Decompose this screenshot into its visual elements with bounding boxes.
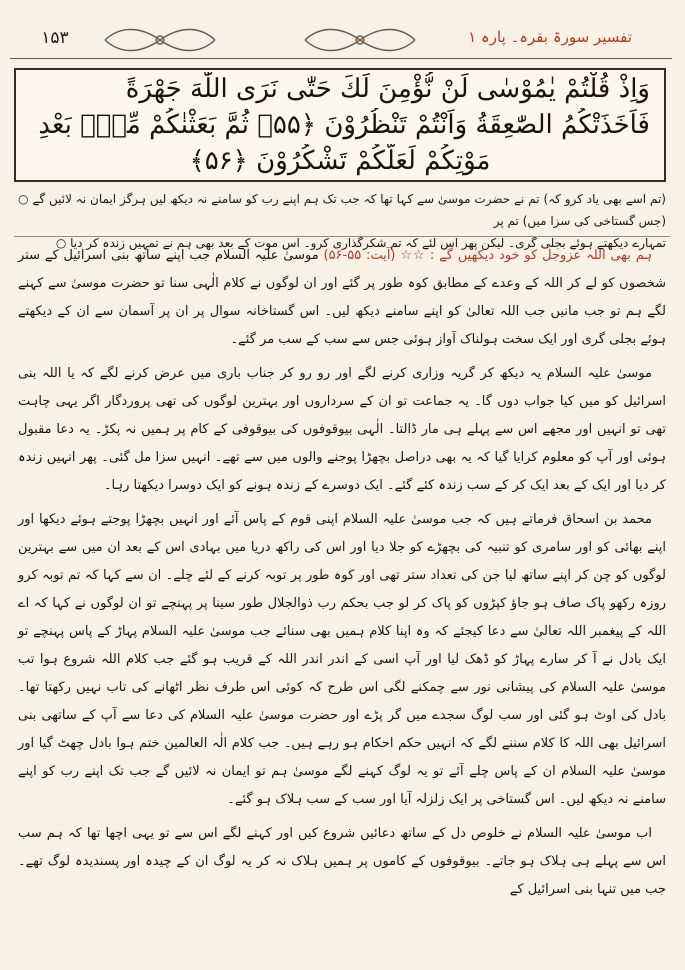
header-rule xyxy=(10,58,672,59)
commentary-body xyxy=(18,242,666,910)
verse-line-1: وَاِذْ قُلْتُمْ يٰمُوْسٰى لَنْ نُّؤْمِنَ لَكَ حَتّٰى نَرَى اللّٰهَ جَهْرَةً xyxy=(125,74,650,104)
verse-line-2: فَاَخَذَتْكُمُ الصّٰعِقَةُ وَاَنْتُمْ تَنْظُرُوْنَ ﴿۵۵﴾ ثُمَّ بَعَثْنٰكُمْ مِّنْۢ بَعْدِ xyxy=(38,110,650,140)
paragraph-2: موسیٰ علیہ السلام یہ دیکھ کر گریہ وزاری کرنے لگے اور رو رو کر جناب باری میں عرض کرنے لگے کہ یا اللہ بنی اسرائیل کو میں کیا جواب دوں گا۔ یہ جماعت تو ان کے سرداروں اور بہترین لوگوں کی تھی پروردگار اگر یہی چاہت تھی تو انہیں اور مجھے اس سے پہلے ہی مار ڈالتا۔ الٰہی بیوقوفوں کی بیوقوفی کے کام پر ہمیں نہ پکڑ۔ یہ دعا مقبول ہوئی اور آپ کو معلوم کرایا گیا کہ یہ بھی دراصل بچھڑا پوجنے والوں میں سے تھے۔ انہیں سزا مل گئی۔ پھر انہیں زندہ کر دیا اور ایک کے بعد ایک کر کے سب زندہ کئے گئے۔ ایک دوسرے کے زندہ ہونے کو ایک دوسرا دیکھتا رہا۔ xyxy=(18,366,666,493)
page-number: ۱۵۳ xyxy=(41,28,69,48)
verse-reference: ☆☆ (آیت: ۵۵-۵۶) xyxy=(323,248,426,263)
translation-line-2: تمہارے دیکھتے ہوئے بجلی گری۔ لیکن پھر اس لئے کہ تم شکرگذاری کرو۔ اس موت کے بعد بھی ہم نے تمہیں زندہ کر دیا ○ xyxy=(55,236,666,250)
section-heading: ہم بھی اللہ عزوجل کو خود دیکھیں گے : xyxy=(429,248,652,263)
paragraph-1-text: موسیٰ علیہ السلام جب اپنے ساتھ بنی اسرائیل کے ستر شخصوں کو لے کر اللہ کے وعدے کے مطابق کوہ طور پر گئے اور ان لوگوں نے کلام الٰہی سنا تو حضرت موسیٰ سے کہنے لگے ہم تو جب مانیں جب اللہ تعالیٰ کو اپنے سامنے دیکھ لیں۔ اس گستاخانہ سوال پر ان پر آسمان سے ان کے دیکھتے ہوئے بجلی گری اور ایک سخت ہولناک آواز ہوئی جس سے سب کے سب مر گئے۔ xyxy=(18,248,666,347)
ornament-right-icon xyxy=(300,24,420,56)
page-header xyxy=(10,22,672,64)
paragraph-4: اب موسیٰ علیہ السلام نے خلوص دل کے ساتھ دعائیں شروع کیں اور کہنے لگے اس سے تو یہی اچھا تھا کہ ہم سب اس سے پہلے ہی ہلاک ہو جاتے۔ بیوقوفوں کے کاموں پر ہمیں ہلاک نہ کر یہ لوگ ان کے چیدہ اور پسندیدہ لوگ تھے۔ جب میں تنہا بنی اسرائیل کے xyxy=(18,826,666,897)
quran-verse-box xyxy=(14,68,666,182)
paragraph-3: محمد بن اسحاق فرماتے ہیں کہ جب موسیٰ علیہ السلام اپنی قوم کے پاس آئے اور انہیں بچھڑا پوجتے ہوئے دیکھا اور اپنے بھائی کو اور سامری کو تنبیہ کی بچھڑے کو جلا دیا اور اس کی راکھ دریا میں بہادی اس کے بعد ان میں سے بہترین لوگوں کو چن کر اپنے ساتھ لیا جن کی تعداد ستر تھی اور کوہ طور پر توبہ کرنے کے لئے چلے۔ ان سے کہا کہ تم توبہ کرو روزہ رکھو پاک صاف ہو جاؤ کپڑوں کو پاک کر لو جب بحکم رب ذوالجلال طور سینا پر پہنچے تو ان لوگوں نے کہا کہ اے اللہ کے پیغمبر اللہ تعالیٰ سے دعا کیجئے کہ وہ اپنا کلام ہمیں بھی سنائے جب موسیٰ علیہ السلام پہاڑ کے پاس پہنچے تو ایک بادل نے آ کر سارے پہاڑ کو ڈھک لیا اور آپ اسی کے اندر اندر اللہ کے قریب ہو گئے جب کلام اللہ شروع ہوا تب موسیٰ علیہ السلام کی پیشانی نور سے چمکنے لگی اس طرح کہ کوئی اس طرف نظر اٹھانے کی تاب نہیں رکھتا تھا۔ بادل کی اوٹ ہو گئی اور سب لوگ سجدے میں گر پڑے اور حضرت موسیٰ علیہ السلام کی دعا سے آپ کے ساتھی بنی اسرائیل بھی اللہ کا کلام سننے لگے کہ انہیں حکم احکام ہو رہے ہیں۔ جب کلام الٰہ العالمین ختم ہوا بادل چھٹ گیا اور موسیٰ علیہ السلام ان کے پاس چلے آئے تو یہ لوگ کہنے لگے موسیٰ ہم تو ایمان نہ لائیں گے جب تک اپنے رب کو اپنے سامنے نہ دیکھ لیں۔ اس گستاخی پر ایک زلزلہ آیا اور سب کے سب ہلاک ہو گئے۔ xyxy=(18,512,666,807)
paragraph-1 xyxy=(18,242,666,354)
verse-line-3: مَوْتِكُمْ لَعَلَّكُمْ تَشْكُرُوْنَ ﴿۵۶﴾ xyxy=(189,146,491,176)
running-title: تفسیر سورۃ بقرہ۔ پارہ ۱ xyxy=(468,28,632,46)
ornament-left-icon xyxy=(100,24,220,56)
translation-line-1: (تم اسے بھی یاد کرو کہ) تم نے حضرت موسیٰ سے کہا تھا کہ جب تک ہم اپنے رب کو سامنے نہ دیکھ لیں ہرگز ایمان نہ لائیں گے ○ (جس گستاخی کی سزا میں) تم پر xyxy=(18,192,666,228)
section-divider xyxy=(14,236,670,237)
